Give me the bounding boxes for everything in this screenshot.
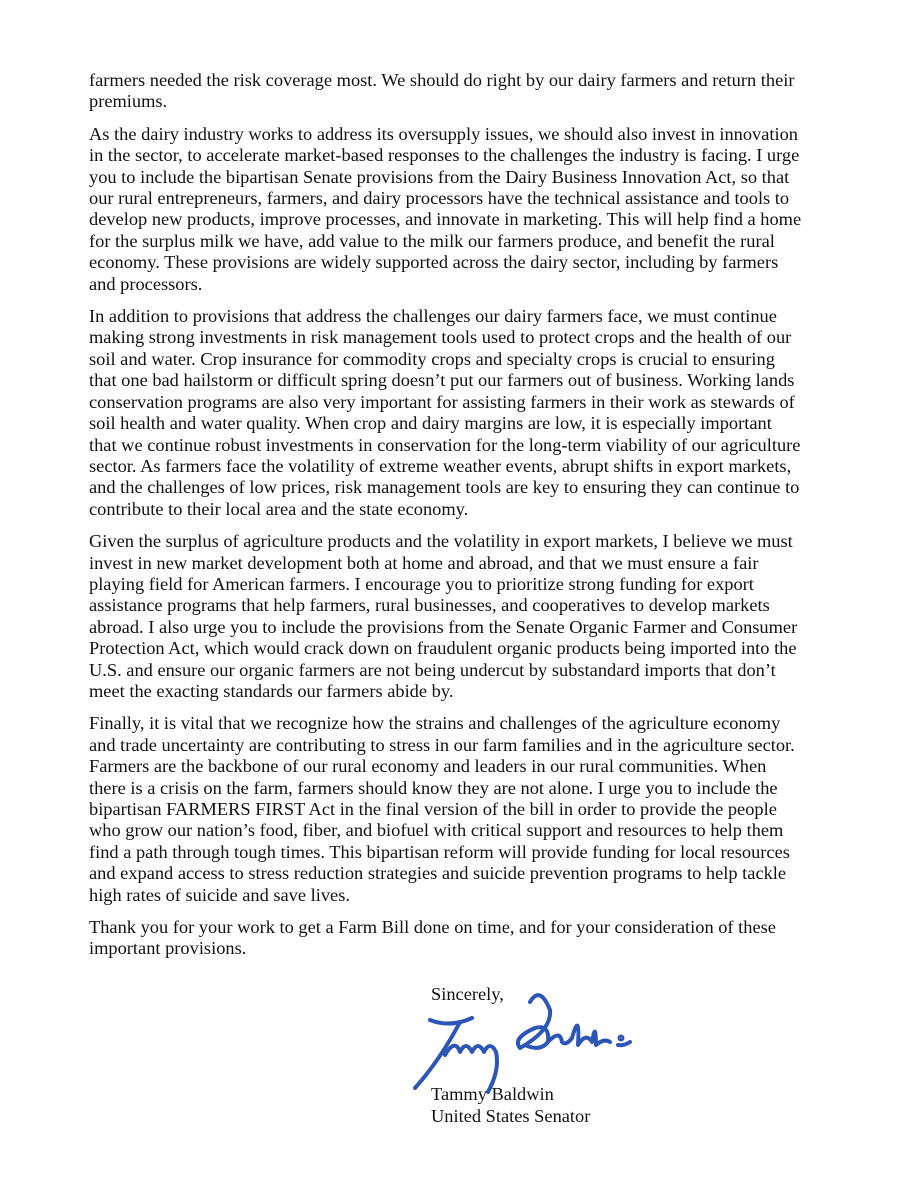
text-line: soil health and water quality. When crop and dairy margins are low, it is especially important: [89, 413, 772, 434]
text-line: premiums.: [89, 91, 168, 112]
paragraph: [89, 531, 801, 702]
text-line: that one bad hailstorm or difficult spring doesn’t put our farmers out of business. Working lands: [89, 370, 795, 391]
text-line: you to include the bipartisan Senate provisions from the Dairy Business Innovation Act, so that: [89, 166, 790, 187]
signer-name: Tammy Baldwin: [431, 1084, 554, 1104]
text-line: Finally, it is vital that we recognize how the strains and challenges of the agriculture economy: [89, 713, 781, 734]
text-line: U.S. and ensure our organic farmers are not being undercut by substandard imports that don’t: [89, 659, 776, 680]
paragraph: [89, 70, 801, 113]
text-line: our rural entrepreneurs, farmers, and dairy processors have the technical assistance and tools to: [89, 188, 790, 209]
text-line: and expand access to stress reduction strategies and suicide prevention programs to help tackle: [89, 863, 787, 884]
text-line: farmers needed the risk coverage most. We should do right by our dairy farmers and return their: [89, 70, 795, 90]
text-line: important provisions.: [89, 938, 247, 959]
text-line: As the dairy industry works to address its oversupply issues, we should also invest in innovation: [89, 123, 799, 144]
paragraph: [89, 917, 801, 960]
text-line: that we continue robust investments in conservation for the long-term viability of our agriculture: [89, 434, 801, 455]
signer-title: United States Senator: [431, 1106, 591, 1126]
text-line: high rates of suicide and save lives.: [89, 884, 350, 905]
text-line: playing field for American farmers. I encourage you to prioritize strong funding for export: [89, 573, 754, 594]
text-line: abroad. I also urge you to include the provisions from the Senate Organic Farmer and Consumer: [89, 616, 798, 637]
text-line: Given the surplus of agriculture products and the volatility in export markets, I believe we must: [89, 531, 793, 552]
text-line: bipartisan FARMERS FIRST Act in the final version of the bill in order to provide the people: [89, 799, 777, 819]
text-line: there is a crisis on the farm, farmers should know they are not alone. I urge you to include the: [89, 777, 778, 798]
text-line: Farmers are the backbone of our rural economy and leaders in our rural communities. When: [89, 756, 767, 777]
text-line: economy. These provisions are widely supported across the dairy sector, including by farmers: [89, 252, 779, 273]
text-line: In addition to provisions that address the challenges our dairy farmers face, we must continue: [89, 306, 777, 327]
text-line: assistance programs that help farmers, rural businesses, and cooperatives to develop markets: [89, 595, 770, 616]
paragraph: [89, 713, 801, 906]
text-line: and processors.: [89, 273, 203, 294]
text-line: soil and water. Crop insurance for commodity crops and specialty crops is crucial to ensuring: [89, 348, 775, 369]
text-line: develop new products, improve processes, and innovate in marketing. This will help find a home: [89, 209, 802, 230]
text-line: contribute to their local area and the state economy.: [89, 498, 469, 519]
text-line: and the challenges of low prices, risk management tools are key to ensuring they can continue to: [89, 477, 800, 498]
text-line: and trade uncertainty are contributing to stress in our farm families and in the agriculture sector.: [89, 734, 795, 755]
text-line: Protection Act, which would crack down on fraudulent organic products being imported into the: [89, 638, 797, 659]
paragraph: [89, 306, 801, 520]
closing-salutation: Sincerely,: [431, 984, 504, 1004]
text-line: find a path through tough times. This bipartisan reform will provide funding for local resources: [89, 841, 790, 862]
paragraph: [89, 124, 801, 295]
text-line: invest in new market development both at home and abroad, and that we must ensure a fair: [89, 552, 759, 573]
text-line: who grow our nation’s food, fiber, and biofuel with critical support and resources to help them: [89, 820, 784, 841]
text-line: sector. As farmers face the volatility of extreme weather events, abrupt shifts in export markets,: [89, 455, 792, 476]
text-line: Thank you for your work to get a Farm Bill done on time, and for your consideration of these: [89, 917, 776, 938]
text-line: for the surplus milk we have, add value to the milk our farmers produce, and benefit the rural: [89, 230, 775, 251]
text-line: making strong investments in risk management tools used to protect crops and the health of our: [89, 327, 792, 348]
letter-body: [89, 70, 801, 971]
text-line: conservation programs are also very important for assisting farmers in their work as stewards of: [89, 391, 795, 412]
text-line: meet the exacting standards our farmers abide by.: [89, 680, 454, 701]
text-line: in the sector, to accelerate market-based responses to the challenges the industry is facing. I urge: [89, 145, 800, 166]
